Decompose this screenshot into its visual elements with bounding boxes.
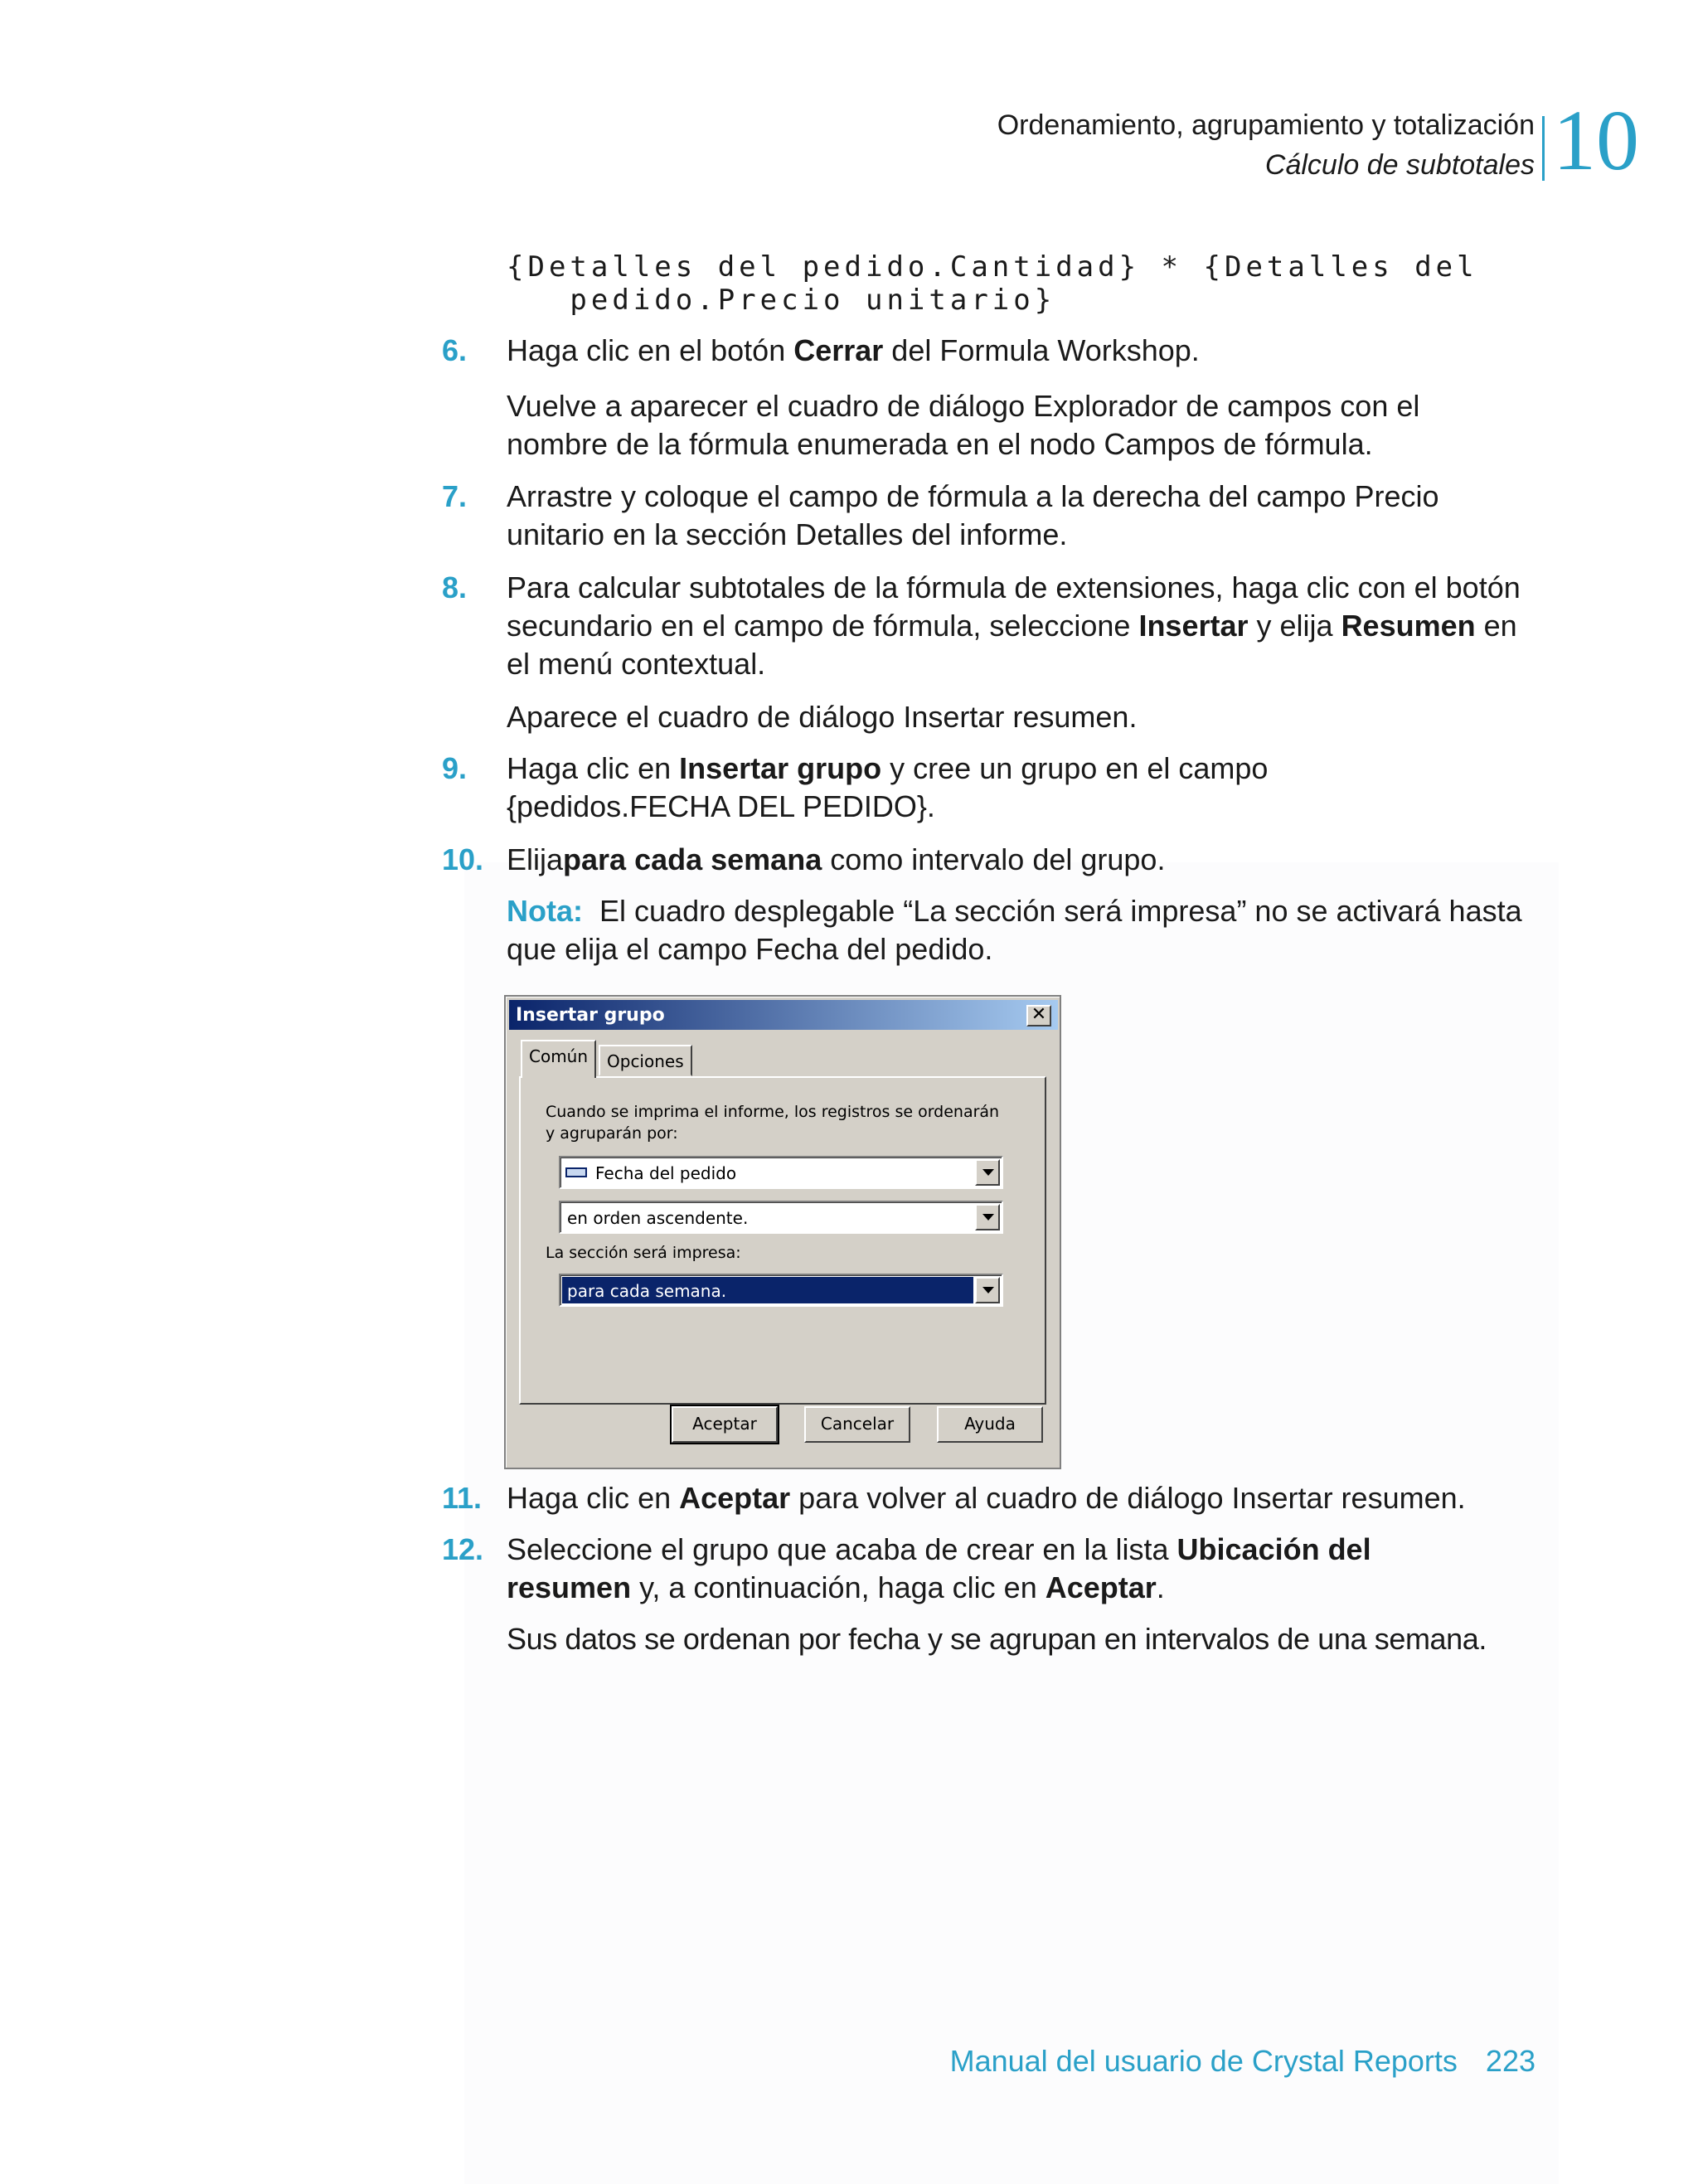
- step-12-result: Sus datos se ordenan por fecha y se agrupan en intervalos de una semana.: [507, 1622, 1487, 1656]
- text-run: como intervalo del grupo.: [822, 842, 1166, 876]
- interval-select[interactable]: [559, 1274, 1003, 1307]
- text-run: y cree un grupo en el campo {pedidos.FECHA DEL PEDIDO}.: [507, 751, 1269, 823]
- text-run: en el menú contextual.: [507, 609, 1517, 681]
- tab-common[interactable]: Común: [521, 1040, 596, 1078]
- group-field-select[interactable]: [559, 1156, 1003, 1189]
- sort-order-value: en orden ascendente.: [567, 1208, 749, 1228]
- tab-panel-common: [519, 1076, 1046, 1405]
- text-bold: Ubicación del resumen: [507, 1532, 1371, 1604]
- dialog-title: Insertar grupo: [516, 1005, 665, 1026]
- step-number: 8.: [442, 570, 468, 604]
- step-text: [507, 750, 1369, 826]
- step-number: 9.: [442, 751, 468, 785]
- page-footer: [950, 2044, 1535, 2079]
- text-bold: Aceptar: [679, 1481, 791, 1515]
- step-text: Arrastre y coloque el campo de fórmula a la derecha del campo Precio unitario en la sección Detalles del informe.: [507, 479, 1439, 551]
- step-number: 11.: [442, 1481, 483, 1515]
- formula-code: [507, 250, 1478, 317]
- chevron-down-icon[interactable]: [975, 1159, 1000, 1186]
- code-line: {Detalles del pedido.Cantidad} * {Detalles del: [507, 250, 1478, 284]
- group-field-value: Fecha del pedido: [595, 1163, 737, 1183]
- help-button[interactable]: Ayuda: [937, 1406, 1043, 1443]
- text-run: y, a continuación, haga clic en: [631, 1570, 1045, 1604]
- sort-order-select[interactable]: [559, 1201, 1003, 1234]
- text-bold: Insertar: [1138, 609, 1249, 643]
- text-run: y elija: [1248, 609, 1341, 643]
- step-number: 7.: [442, 479, 468, 513]
- text-run: Haga clic en el botón: [507, 333, 794, 367]
- text-bold: Insertar grupo: [679, 751, 882, 785]
- chevron-down-icon[interactable]: [975, 1277, 1000, 1303]
- header-divider: [1542, 116, 1545, 181]
- step-text: [507, 841, 1584, 879]
- page-number: 223: [1485, 2044, 1535, 2078]
- text-bold: para cada semana: [563, 842, 822, 876]
- note: [507, 892, 1535, 968]
- step-text: [507, 1479, 1584, 1517]
- chevron-down-icon[interactable]: [975, 1204, 1000, 1230]
- step-number: 12.: [442, 1532, 484, 1566]
- text-run: Para calcular subtotales de la fórmula de extensiones, haga clic con el botón secundario en el campo de fórmula, seleccione: [507, 570, 1521, 643]
- note-label: Nota:: [507, 894, 583, 928]
- tab-options[interactable]: Opciones: [599, 1045, 692, 1076]
- database-field-icon: [565, 1167, 587, 1177]
- text-run: Seleccione el grupo que acaba de crear en la lista: [507, 1532, 1177, 1566]
- text-run: Elija: [507, 842, 564, 876]
- dialog-titlebar: [509, 1000, 1058, 1030]
- note-text: El cuadro desplegable “La sección será impresa” no se activará hasta que elija el campo Fecha del pedido.: [507, 894, 1522, 966]
- cancel-button[interactable]: Cancelar: [804, 1406, 910, 1443]
- step-8-result: Aparece el cuadro de diálogo Insertar resumen.: [507, 700, 1138, 734]
- step-6-result: Vuelve a aparecer el cuadro de diálogo Explorador de campos con el nombre de la fórmula enumerada en el nodo Campos de fórmula.: [507, 389, 1420, 461]
- interval-value: para cada semana.: [567, 1281, 727, 1301]
- insert-group-dialog: [504, 995, 1061, 1469]
- text-run: Haga clic en: [507, 751, 680, 785]
- instruction-text: Cuando se imprima el informe, los registros se ordenarán y agruparán por:: [546, 1103, 1000, 1143]
- page-header: [0, 0, 1698, 199]
- step-text: [507, 332, 1584, 370]
- manual-title: Manual del usuario de Crystal Reports: [949, 2044, 1458, 2078]
- step-number: 10.: [442, 842, 484, 876]
- step-text: [507, 1531, 1485, 1607]
- text-bold: Cerrar: [793, 333, 884, 367]
- text-run: del Formula Workshop.: [883, 333, 1200, 367]
- close-icon[interactable]: ✕: [1026, 1005, 1051, 1026]
- section-printed-label: La sección será impresa:: [546, 1244, 741, 1262]
- text-bold: Resumen: [1341, 609, 1476, 643]
- step-number: 6.: [442, 333, 468, 367]
- section-title: Cálculo de subtotales: [1264, 149, 1535, 181]
- text-run: .: [1156, 1570, 1165, 1604]
- text-bold: Aceptar: [1045, 1570, 1157, 1604]
- chapter-number: 10: [1553, 93, 1639, 188]
- chapter-title: Ordenamiento, agrupamiento y totalización: [997, 109, 1535, 141]
- ok-button[interactable]: Aceptar: [672, 1406, 778, 1443]
- code-line: pedido.Precio unitario}: [507, 284, 1056, 317]
- step-text: [507, 569, 1535, 683]
- text-run: Haga clic en: [507, 1481, 680, 1515]
- text-run: para volver al cuadro de diálogo Insertar resumen.: [790, 1481, 1466, 1515]
